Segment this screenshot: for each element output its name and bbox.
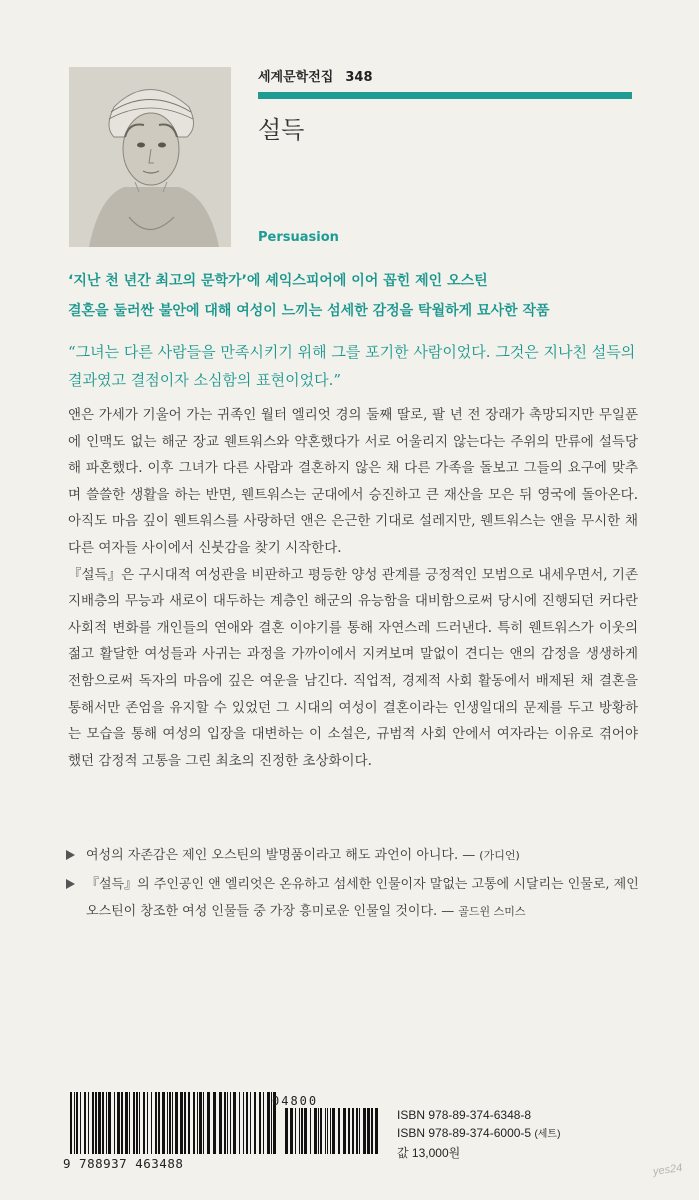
barcode-bar [325,1108,326,1154]
barcode-bar [102,1092,104,1154]
barcode-bar [320,1108,322,1154]
barcode-bar [147,1092,148,1154]
barcode-bar [106,1092,107,1154]
barcode-bar [363,1108,366,1154]
barcode-bar [371,1108,373,1154]
barcode-bar [80,1092,81,1154]
barcode-bar [285,1108,288,1154]
barcode-bar [158,1092,160,1154]
barcode-bar [121,1092,123,1154]
tagline-line: ‘지난 천 년간 최고의 문학가’에 셰익스피어에 이어 꼽힌 제인 오스틴 [68,273,488,289]
barcode-bar [239,1092,240,1154]
barcode-bar [151,1092,152,1154]
barcode-bar [207,1092,210,1154]
barcode-bar [139,1092,140,1154]
review-text: 여성의 자존감은 제인 오스틴의 발명품이라고 해도 과언이 아니다. — [86,848,476,863]
barcode-bar [299,1108,300,1154]
barcode-main [68,1092,280,1154]
barcode-bar [129,1092,130,1154]
barcode-bar [167,1092,168,1154]
barcode-bar [246,1092,248,1154]
barcode-bar [114,1092,115,1154]
barcode-bar [359,1108,360,1154]
review-source: (가디언) [479,849,520,862]
review-item [66,871,646,925]
isbn-set [397,1124,560,1144]
barcode-bar [375,1108,378,1154]
barcode-bar [203,1092,204,1154]
barcode-bar [267,1092,270,1154]
barcode-bar [318,1108,319,1154]
original-title: Persuasion [258,230,339,245]
review-source: 골드윈 스미스 [458,905,526,918]
barcode-bar [184,1092,186,1154]
barcode-addon-digits: 04800 [272,1094,319,1108]
isbn-block [397,1106,560,1162]
barcode-bar [180,1092,183,1154]
series-number: 348 [345,70,373,85]
series-label [258,66,373,85]
barcode-bar [219,1092,222,1154]
barcode-bar [74,1092,75,1154]
synopsis-paragraph: 『설득』은 구시대적 여성관을 비판하고 평등한 양성 관계를 긍정적인 모범으로 내세우면서, 기존 지배층의 무능과 새로이 대두하는 계층인 해군의 유능함을 대비함으로써 당시에 진행되던 커다란 사회적 변화를 개인들의 연애와 결혼 이야기를 통해 자연스레 드러낸다. 특히 웬트워스가 이웃의 젊고 활달한 여성들과 사귀는 과정을 가까이에서 지켜보며 말없이 견디는 앤의 감정을 생생하게 전함으로써 독자의 마음에 깊은 여운을 남긴다. 직업적, 경제적 사회 활동에서 배제된 채 결혼을 통해서만 존엄을 유지할 수 있었던 그 시대의 여성이 결혼이라는 인생일대의 문제를 두고 방황하는 모습을 통해 여성의 입장을 대변하는 이 소설은, 규범적 사회 안에서 여자라는 이유로 겪어야 했던 감정적 고통을 그린 최초의 진정한 초상화이다. [68,566,638,769]
pull-quote: “그녀는 다른 사람들을 만족시키기 위해 그를 포기한 사람이었다. 그것은 지나친 설득의 결과였고 결점이자 소심함의 표현이었다.” [68,343,636,389]
barcode-bar [327,1108,328,1154]
barcode-bar [175,1092,178,1154]
review-source-name: 가디언 [483,849,516,862]
barcode-bar [117,1092,120,1154]
synopsis-paragraph: 앤은 가세가 기울어 가는 귀족인 월터 엘리엇 경의 둘째 딸로, 팔 년 전 장래가 촉망되지만 무일푼에 인맥도 없는 해군 장교 웬트워스와 약혼했다가 서로 어울리지 않는다는 주위의 만류에 설득당해 파혼했다. 이후 그녀가 다른 사람과 결혼하지 않은 채 다른 가족을 돌보고 그들의 요구에 맞추며 쓸쓸한 생활을 하는 반면, 웬트워스는 군대에서 승진하고 큰 재산을 모은 뒤 영국에 돌아온다. 아직도 마음 깊이 웬트워스를 사랑하던 앤은 은근한 기대로 설레지만, 웬트워스는 앤을 무시한 채 다른 여자들 사이에서 신붓감을 찾기 시작한다. [68,407,638,556]
barcode-bar [250,1092,251,1154]
barcode-bar [330,1108,331,1154]
barcode-bar [133,1092,135,1154]
barcode-bar [224,1092,226,1154]
barcode-bar [343,1108,346,1154]
barcode-bar [356,1108,358,1154]
barcode-bar [108,1092,111,1154]
barcode-bar [92,1092,94,1154]
author-portrait [69,67,231,247]
barcode-bar [259,1092,261,1154]
barcode-bar [193,1092,195,1154]
review-text: 『설득』의 주인공인 앤 엘리엇은 온유하고 섬세한 인물이자 말없는 고통에 시달리는 인물로, 제인 오스틴이 창조한 여성 인물들 중 가장 흥미로운 인물일 것이다. — [86,877,639,919]
barcode-bar [76,1092,78,1154]
accent-rule [258,92,632,99]
barcode-bar [233,1092,236,1154]
book-title: 설득 [258,116,305,144]
isbn-book: ISBN 978-89-374-6348-8 [397,1108,532,1122]
synopsis [68,402,638,774]
barcode-digits: 9 788937 463488 [63,1156,184,1171]
barcode-bar [125,1092,128,1154]
barcode-bar [254,1092,256,1154]
barcode-bar [162,1092,165,1154]
barcode-bar [155,1092,157,1154]
barcode-bar [243,1092,244,1154]
review-item [66,842,646,869]
barcode-bar [199,1092,202,1154]
barcode-bar [197,1092,198,1154]
barcode-bar [263,1092,264,1154]
barcode-bar [230,1092,231,1154]
tagline-line: 결혼을 둘러싼 불안에 대해 여성이 느끼는 섬세한 감정을 탁월하게 묘사한 작품 [68,303,550,319]
barcode-bar [213,1092,216,1154]
barcode-bar [227,1092,228,1154]
barcode-bar [84,1092,86,1154]
barcode-bar [70,1092,72,1154]
barcode-bar [295,1108,296,1154]
barcode-bar [310,1108,311,1154]
barcode-bar [169,1092,171,1154]
isbn-set-number: ISBN 978-89-374-6000-5 [397,1126,532,1140]
isbn-set-label: (세트) [534,1129,561,1140]
watermark: yes24 [652,1162,684,1178]
barcode-bar [301,1108,303,1154]
barcode-bar [304,1108,307,1154]
series-name: 세계문학전집 [258,70,334,85]
triangle-right-icon [66,879,75,889]
tagline [68,266,668,326]
review-list [66,842,646,927]
barcode-bar [88,1092,89,1154]
barcode-bar [338,1108,340,1154]
barcode-bar [352,1108,354,1154]
barcode-bar [95,1092,97,1154]
barcode-bar [188,1092,190,1154]
price: 값 13,000원 [397,1146,461,1160]
barcode-bar [332,1108,335,1154]
barcode-bar [290,1108,293,1154]
barcode-bar [143,1092,145,1154]
barcode-bar [172,1092,173,1154]
barcode-bar [367,1108,370,1154]
triangle-right-icon [66,850,75,860]
barcode-bar [314,1108,317,1154]
barcode-bar [98,1092,101,1154]
barcode-bar [348,1108,350,1154]
barcode-bar [136,1092,138,1154]
